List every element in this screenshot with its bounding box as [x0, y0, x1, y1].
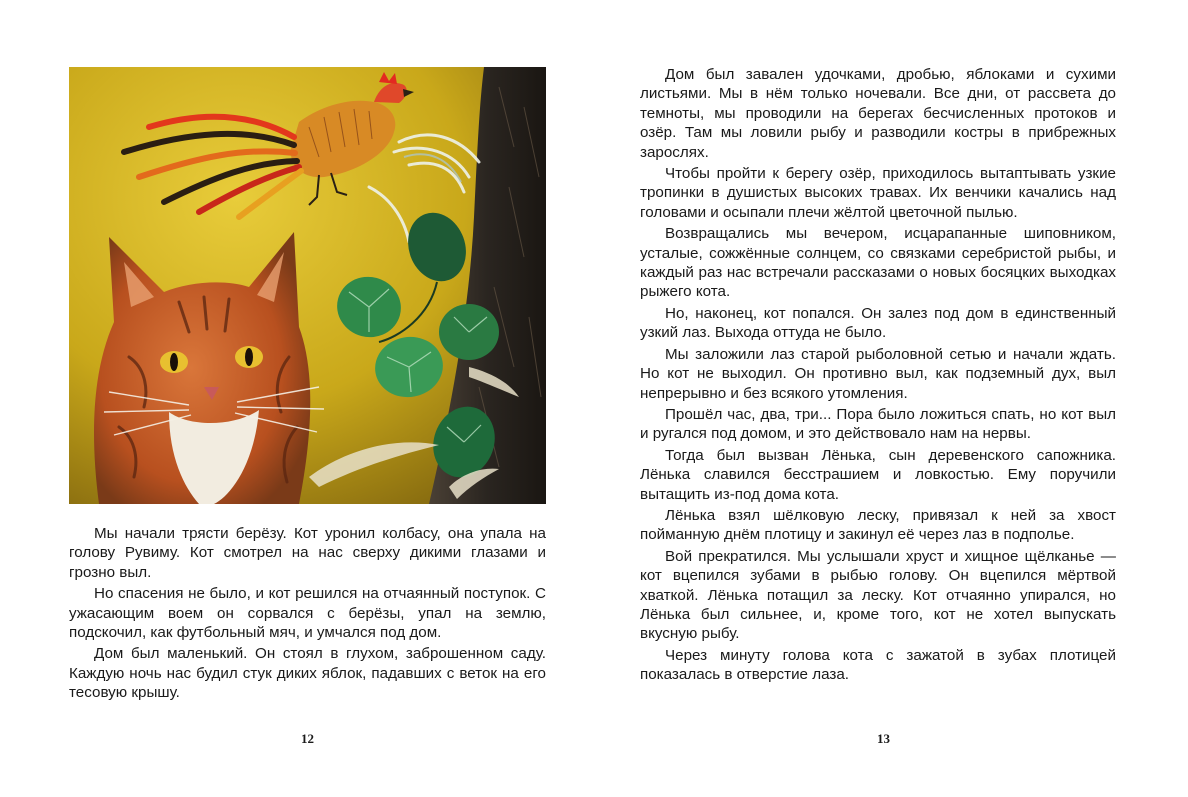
- paragraph: Мы заложили лаз старой рыболовной сетью и начали ждать. Но кот не выходил. Он противно выл, как подземный дух, выл непрерывно и без всякого утомления.: [640, 345, 1116, 402]
- paragraph: Вой прекратился. Мы услышали хруст и хищное щёлканье — кот вцепился зубами в рыбью голову. Он вцепился мёртвой хваткой. Лёнька потащил за леску. Кот отчаянно упирался, но Лёнька был сильнее, и, кроме того, кот не хотел выпускать вкусную рыбу.: [640, 547, 1116, 643]
- paragraph: Дом был маленький. Он стоял в глухом, заброшенном саду. Каждую ночь нас будил стук диких яблок, падавших с веток на его тесовую крышу.: [69, 645, 546, 702]
- paragraph: Но спасения не было, и кот решился на отчаянный поступок. С ужасающим воем он сорвался с берёзы, упал на землю, подскочил, как футбольный мяч, и умчался под дом.: [69, 585, 546, 642]
- right-page-text: [640, 65, 1116, 685]
- illustration-art: [69, 67, 546, 504]
- page-number: 12: [301, 731, 314, 746]
- paragraph: Но, наконец, кот попался. Он залез под дом в единственный узкий лаз. Выхода оттуда не было.: [640, 304, 1116, 342]
- page-number: 13: [877, 731, 890, 746]
- paragraph: Мы начали трясти берёзу. Кот уронил колбасу, она упала на голову Рувиму. Кот смотрел на нас сверху дикими глазами и грозно выл.: [69, 525, 546, 581]
- paragraph: Возвращались мы вечером, исцарапанные шиповником, усталые, сожжённые солнцем, со связками серебристой рыбы, и каждый раз нас встречали рассказами о новых босяцких выходках рыжего кота.: [640, 225, 1116, 301]
- rooster-and-cat-illustration: [69, 67, 546, 504]
- paragraph: Прошёл час, два, три... Пора было ложиться спать, но кот выл и ругался под домом, и это действовало нам на нервы.: [640, 405, 1116, 443]
- paragraph: Чтобы пройти к берегу озёр, приходилось вытаптывать узкие тропинки в душистых высоких травах. Их венчики качались над головами и осыпали плечи жёлтой цветочной пылью.: [640, 165, 1116, 221]
- left-page-text: [69, 524, 546, 703]
- paragraph: Дом был завален удочками, дробью, яблоками и сухими листьями. Мы в нём только ночевали. Все дни, от рассвета до темноты, мы проводили на берегах бесчисленных протоков и озёр. Там мы ловили рыбу и разводили костры в прибрежных зарослях.: [640, 66, 1116, 161]
- right-page: [594, 0, 1188, 797]
- paragraph: Через минуту голова кота с зажатой в зубах плотицей показалась в отверстие лаза.: [640, 646, 1116, 684]
- paragraph: Тогда был вызван Лёнька, сын деревенского сапожника. Лёнька славился бесстрашием и ловкостью. Ему поручили вытащить из-под дома кота.: [640, 446, 1116, 503]
- paragraph: Лёнька взял шёлковую леску, привязал к ней за хвост пойманную днём плотицу и закинул её через лаз в подполье.: [640, 506, 1116, 544]
